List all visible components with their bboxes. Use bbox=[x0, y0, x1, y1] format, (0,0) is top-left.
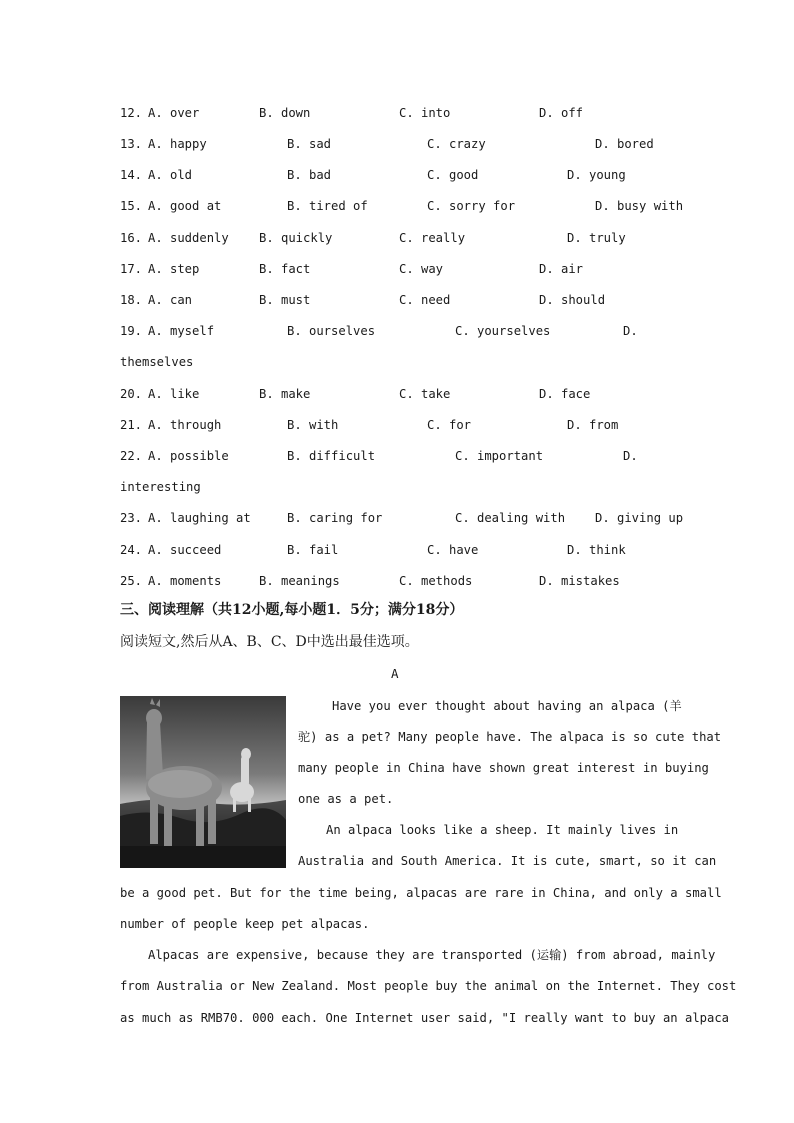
option-d: D. think bbox=[567, 543, 626, 557]
section-instruction: 阅读短文,然后从A、B、C、D中选出最佳选项。 bbox=[120, 634, 419, 650]
option-a: A. happy bbox=[148, 137, 207, 151]
question-number: 13. bbox=[120, 137, 143, 151]
question-number: 17. bbox=[120, 262, 143, 276]
option-b: B. fail bbox=[287, 543, 339, 557]
question-row bbox=[120, 290, 680, 310]
passage-line: An alpaca looks like a sheep. It mainly lives in bbox=[326, 823, 679, 837]
passage-label: A bbox=[391, 666, 399, 681]
passage-line: number of people keep pet alpacas. bbox=[120, 917, 370, 931]
option-a: A. laughing at bbox=[148, 511, 251, 525]
option-c: C. need bbox=[399, 293, 451, 307]
question-row bbox=[120, 228, 680, 248]
option-c: C. yourselves bbox=[455, 324, 551, 338]
question-row bbox=[120, 508, 684, 528]
option-a: A. through bbox=[148, 418, 222, 432]
option-d: D. mistakes bbox=[539, 574, 620, 588]
passage-line: Alpacas are expensive, because they are transported (运输) from abroad, mainly bbox=[148, 948, 716, 962]
option-d: D. bored bbox=[595, 137, 654, 151]
option-c: C. crazy bbox=[427, 137, 486, 151]
option-d: D. bbox=[623, 449, 638, 463]
question-number: 20. bbox=[120, 387, 143, 401]
option-d: D. air bbox=[539, 262, 584, 276]
option-d: D. bbox=[623, 324, 638, 338]
option-a: A. suddenly bbox=[148, 231, 229, 245]
option-c: C. have bbox=[427, 543, 479, 557]
option-a: A. can bbox=[148, 293, 193, 307]
option-a: A. myself bbox=[148, 324, 215, 338]
option-d: D. giving up bbox=[595, 511, 684, 525]
passage-line: Australia and South America. It is cute, smart, so it can bbox=[298, 854, 717, 868]
option-b: B. quickly bbox=[259, 231, 333, 245]
option-b: B. sad bbox=[287, 137, 332, 151]
question-number: 15. bbox=[120, 199, 143, 213]
question-number: 23. bbox=[120, 511, 143, 525]
question-row bbox=[120, 103, 680, 123]
question-number: 21. bbox=[120, 418, 143, 432]
question-number: 14. bbox=[120, 168, 143, 182]
question-row bbox=[120, 415, 680, 435]
option-a: A. possible bbox=[148, 449, 229, 463]
option-a: A. like bbox=[148, 387, 200, 401]
option-a: A. old bbox=[148, 168, 193, 182]
question-row bbox=[120, 321, 680, 341]
option-d: D. young bbox=[567, 168, 626, 182]
option-c: C. way bbox=[399, 262, 444, 276]
question-number: 22. bbox=[120, 449, 143, 463]
option-b: B. fact bbox=[259, 262, 311, 276]
option-b: B. ourselves bbox=[287, 324, 376, 338]
question-number: 16. bbox=[120, 231, 143, 245]
question-row bbox=[120, 571, 680, 591]
option-c: C. sorry for bbox=[427, 199, 516, 213]
question-number: 19. bbox=[120, 324, 143, 338]
option-c: C. into bbox=[399, 106, 451, 120]
option-b: B. with bbox=[287, 418, 339, 432]
option-b: B. caring for bbox=[287, 511, 383, 525]
question-row bbox=[120, 134, 680, 154]
option-d-continued: interesting bbox=[120, 480, 201, 494]
option-b: B. difficult bbox=[287, 449, 376, 463]
option-a: A. succeed bbox=[148, 543, 222, 557]
option-b: B. bad bbox=[287, 168, 332, 182]
question-row bbox=[120, 165, 680, 185]
option-d: D. should bbox=[539, 293, 606, 307]
passage-line: many people in China have shown great interest in buying bbox=[298, 761, 709, 775]
option-b: B. meanings bbox=[259, 574, 340, 588]
option-c: C. take bbox=[399, 387, 451, 401]
passage-line: from Australia or New Zealand. Most people buy the animal on the Internet. They cost bbox=[120, 979, 737, 993]
passage-line: be a good pet. But for the time being, alpacas are rare in China, and only a small bbox=[120, 886, 722, 900]
option-d: D. off bbox=[539, 106, 584, 120]
section-title: 三、阅读理解（共12小题,每小题1．5分；满分18分） bbox=[120, 602, 464, 618]
question-number: 25. bbox=[120, 574, 143, 588]
passage-line: one as a pet. bbox=[298, 792, 394, 806]
option-d: D. face bbox=[539, 387, 591, 401]
option-c: C. dealing with bbox=[455, 511, 566, 525]
question-number: 12. bbox=[120, 106, 143, 120]
option-a: A. good at bbox=[148, 199, 222, 213]
question-row bbox=[120, 259, 680, 279]
question-row bbox=[120, 446, 680, 466]
option-c: C. for bbox=[427, 418, 472, 432]
option-d-continued: themselves bbox=[120, 355, 194, 369]
option-b: B. must bbox=[259, 293, 311, 307]
option-d: D. truly bbox=[567, 231, 626, 245]
option-b: B. make bbox=[259, 387, 311, 401]
alpaca-photo bbox=[120, 696, 286, 868]
option-a: A. moments bbox=[148, 574, 222, 588]
passage-line: Have you ever thought about having an alpaca (羊 bbox=[332, 699, 682, 713]
option-a: A. step bbox=[148, 262, 200, 276]
question-number: 24. bbox=[120, 543, 143, 557]
option-c: C. good bbox=[427, 168, 479, 182]
question-number: 18. bbox=[120, 293, 143, 307]
option-c: C. methods bbox=[399, 574, 473, 588]
option-d: D. busy with bbox=[595, 199, 684, 213]
option-d: D. from bbox=[567, 418, 619, 432]
question-row bbox=[120, 384, 680, 404]
option-c: C. important bbox=[455, 449, 544, 463]
passage-line: as much as RMB70. 000 each. One Internet user said, "I really want to buy an alpaca bbox=[120, 1011, 730, 1025]
question-row bbox=[120, 196, 684, 216]
option-b: B. tired of bbox=[287, 199, 368, 213]
question-row bbox=[120, 540, 680, 560]
passage-line: 驼) as a pet? Many people have. The alpaca is so cute that bbox=[298, 730, 722, 744]
option-c: C. really bbox=[399, 231, 466, 245]
option-a: A. over bbox=[148, 106, 200, 120]
option-b: B. down bbox=[259, 106, 311, 120]
